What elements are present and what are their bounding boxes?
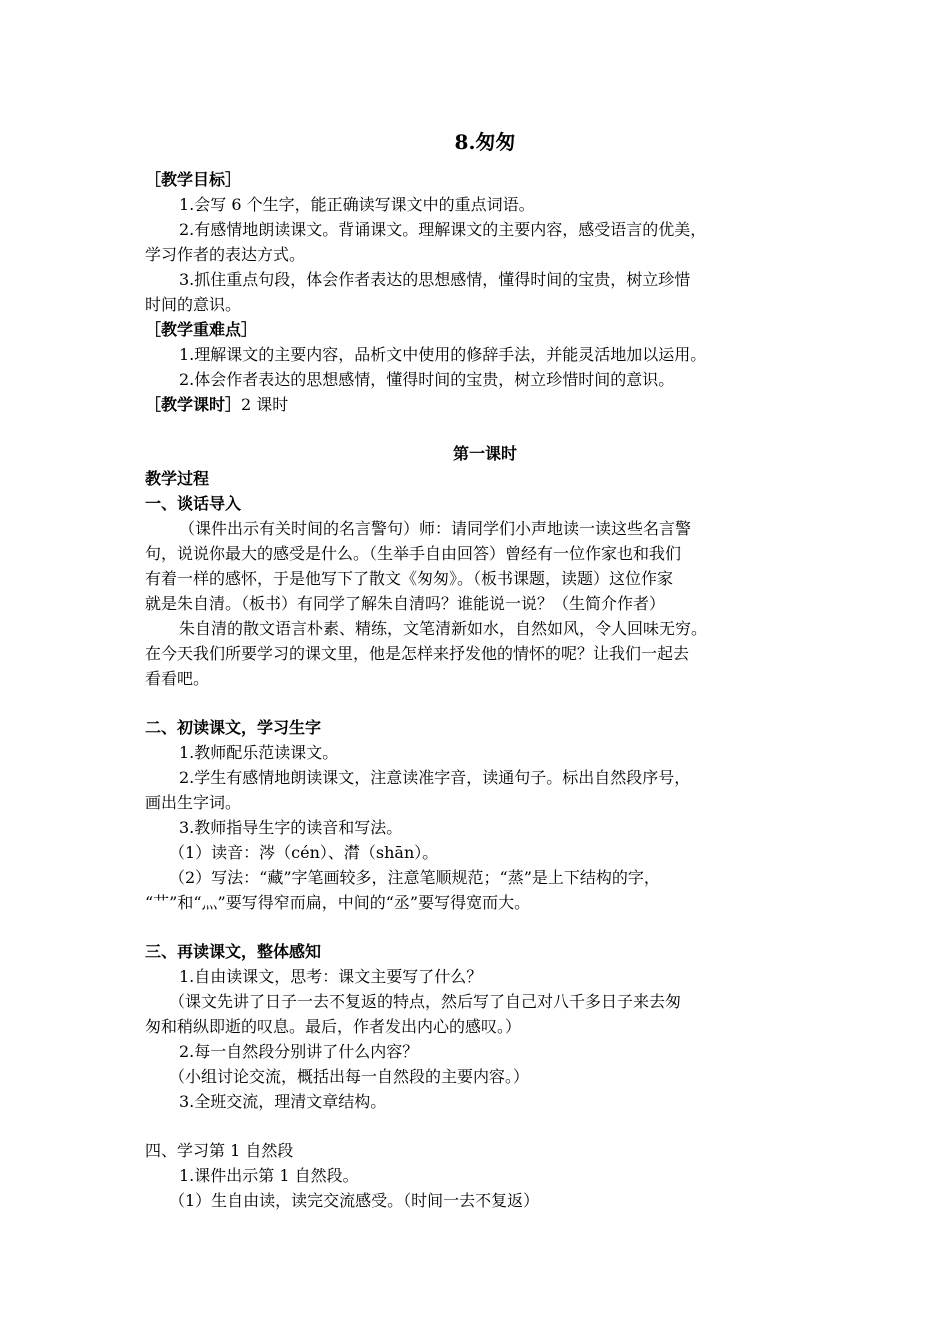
section-1-line-7: 看看吧。 [145, 669, 210, 688]
section-1-line-1: （课件出示有关时间的名言警句）师：请同学们小声地读一读这些名言警 [179, 519, 692, 538]
section-2-line-2: 2.学生有感情地朗读课文，注意读准字音，读通句子。标出自然段序号， [179, 768, 691, 787]
hours-value: 2 课时 [241, 395, 289, 414]
process-heading: 教学过程 [145, 469, 210, 488]
hours-line [145, 395, 288, 415]
section-3-line-1: 1.自由读课文，思考：课文主要写了什么？ [179, 967, 483, 986]
keypoints-item-2: 2.体会作者表达的思想感情，懂得时间的宝贵，树立珍惜时间的意识。 [179, 370, 675, 389]
goals-item-1: 1.会写 6 个生字，能正确读写课文中的重点词语。 [179, 195, 535, 214]
section-4-heading: 四、学习第 1 自然段 [145, 1141, 294, 1160]
section-1-line-6: 在今天我们所要学习的课文里，他是怎样来抒发他的情怀的呢？让我们一起去 [145, 644, 690, 663]
section-4-line-1: 1.课件出示第 1 自然段。 [179, 1166, 359, 1185]
goals-item-3-cont: 时间的意识。 [145, 295, 242, 314]
section-1-line-2: 句，说说你最大的感受是什么。（生举手自由回答）曾经有一位作家也和我们 [145, 544, 682, 563]
keypoints-item-1: 1.理解课文的主要内容，品析文中使用的修辞手法，并能灵活地加以运用。 [179, 345, 707, 364]
section-2-line-5: （2）写法：“藏”字笔画较多，注意笔顺规范；“蒸”是上下结构的字， [169, 868, 660, 887]
section-4-line-2: （1）生自由读，读完交流感受。（时间一去不复返） [169, 1191, 540, 1210]
section-2-line-1: 1.教师配乐范读课文。 [179, 743, 339, 762]
section-1-line-3: 有着一样的感怀，于是他写下了散文《匆匆》。（板书课题，读题）这位作家 [145, 569, 674, 588]
section-3-line-3: 2.每一自然段分别讲了什么内容？ [179, 1042, 419, 1061]
section-2-line-3: 3.教师指导生字的读音和写法。 [179, 818, 403, 837]
section-3-line-2-cont: 匆和稍纵即逝的叹息。最后，作者发出内心的感叹。） [145, 1017, 522, 1036]
section-1-line-4: 就是朱自清。（板书）有同学了解朱自清吗？谁能说一说？（生简介作者） [145, 594, 666, 613]
goals-item-3: 3.抓住重点句段，体会作者表达的思想感情，懂得时间的宝贵，树立珍惜 [179, 270, 691, 289]
page-title: 8.匆匆 [454, 130, 516, 154]
goals-item-2-cont: 学习作者的表达方式。 [145, 245, 306, 264]
section-3-line-4: （小组讨论交流，概括出每一自然段的主要内容。） [169, 1067, 530, 1086]
section-2-line-4: （1）读音：涔（cén）、潸（shān）。 [169, 843, 439, 862]
goals-heading: ［教学目标］ [145, 170, 242, 189]
section-3-line-5: 3.全班交流，理清文章结构。 [179, 1092, 387, 1111]
section-1-heading: 一、谈话导入 [145, 494, 242, 513]
section-2-heading: 二、初读课文，学习生字 [145, 718, 322, 737]
section-3-line-2: （课文先讲了日子一去不复返的特点，然后写了自己对八千多日子来去匆 [169, 992, 682, 1011]
section-2-line-2-cont: 画出生字词。 [145, 793, 242, 812]
section-3-heading: 三、再读课文，整体感知 [145, 942, 322, 961]
lesson-title: 第一课时 [452, 444, 517, 463]
goals-item-2: 2.有感情地朗读课文。背诵课文。理解课文的主要内容，感受语言的优美， [179, 220, 707, 239]
section-2-line-5-cont: “艹”和“灬”要写得窄而扁，中间的“丞”要写得宽而大。 [145, 893, 531, 912]
keypoints-heading: ［教学重难点］ [145, 320, 258, 339]
hours-heading: ［教学课时］ [145, 395, 242, 414]
section-1-line-5: 朱自清的散文语言朴素、精练，文笔清新如水，自然如风，令人回味无穷。 [179, 619, 708, 638]
